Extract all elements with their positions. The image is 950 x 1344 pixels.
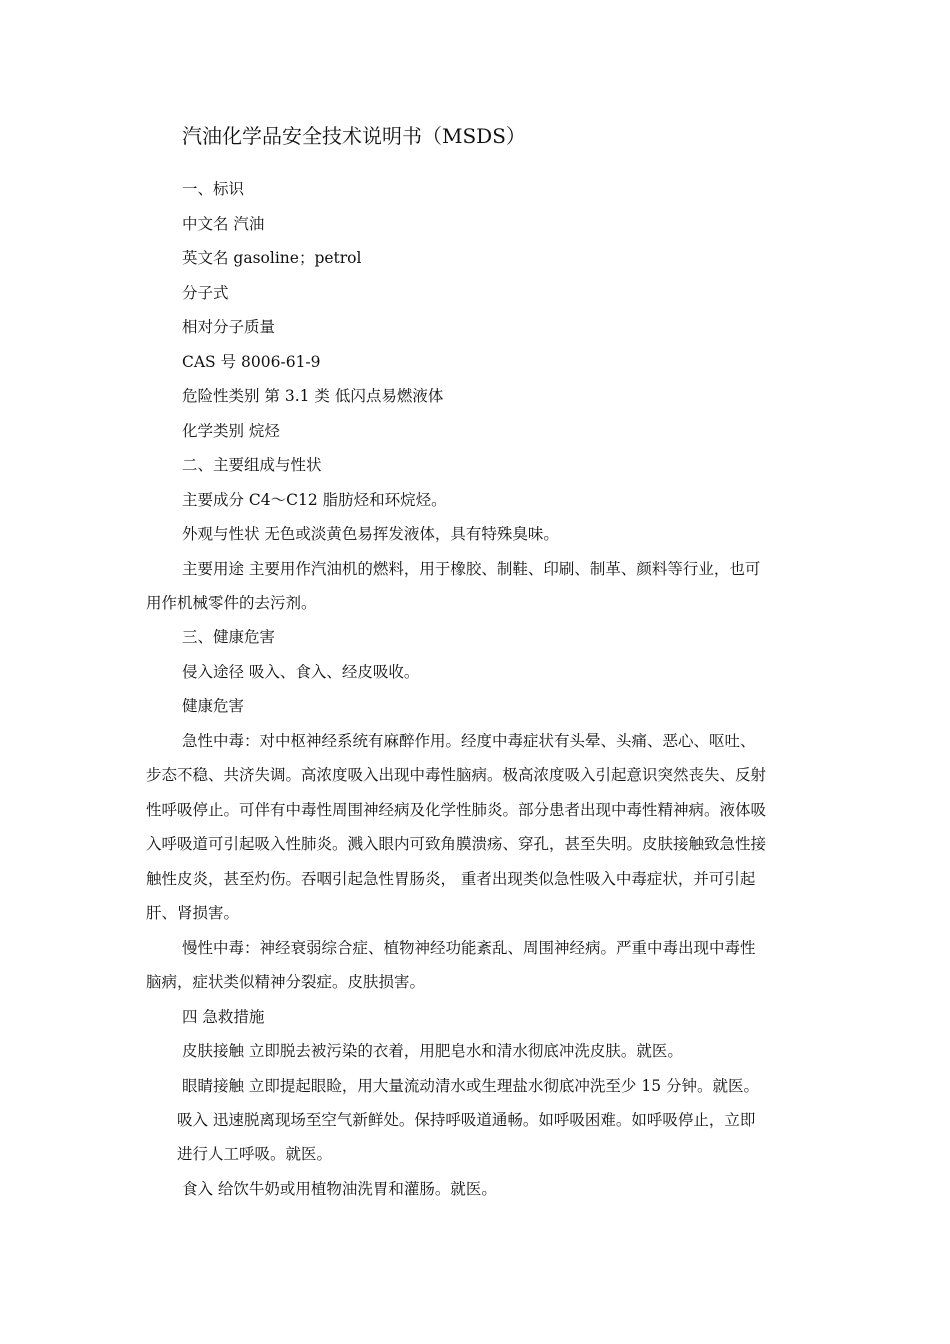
uses-line-2: 用作机械零件的去污剂。 <box>146 594 317 612</box>
skin-contact-line: 皮肤接触 立即脱去被污染的衣着，用肥皂水和清水彻底冲洗皮肤。就医。 <box>182 1042 683 1060</box>
cas-number-line: CAS 号 8006-61-9 <box>182 353 321 371</box>
chronic-line-2: 脑病，症状类似精神分裂症。皮肤损害。 <box>146 973 426 991</box>
appearance-line: 外观与性状 无色或淡黄色易挥发液体，具有特殊臭味。 <box>182 525 559 543</box>
section-4-heading: 四 急救措施 <box>182 1008 265 1026</box>
main-components-line: 主要成分 C4～C12 脂肪烃和环烷烃。 <box>182 491 447 509</box>
eye-contact-line: 眼睛接触 立即提起眼睑，用大量流动清水或生理盐水彻底冲洗至少 15 分钟。就医。 <box>182 1077 760 1095</box>
acute-line-2: 步态不稳、共济失调。高浓度吸入出现中毒性脑病。极高浓度吸入引起意识突然丧失、反射 <box>146 766 767 784</box>
inhalation-line-1: 吸入 迅速脱离现场至空气新鲜处。保持呼吸道通畅。如呼吸困难。如呼吸停止，立即 <box>177 1111 756 1129</box>
molecular-mass-line: 相对分子质量 <box>182 318 276 336</box>
english-name-line: 英文名 gasoline；petrol <box>182 249 362 267</box>
section-1-heading: 一、标识 <box>182 180 245 198</box>
hazard-class-line: 危险性类别 第 3.1 类 低闪点易燃液体 <box>182 387 444 405</box>
acute-line-6: 肝、肾损害。 <box>146 904 240 922</box>
document-title: 汽油化学品安全技术说明书（MSDS） <box>182 124 526 148</box>
section-3-heading: 三、健康危害 <box>182 628 276 646</box>
inhalation-line-2: 进行人工呼吸。就医。 <box>177 1145 333 1163</box>
health-hazard-label: 健康危害 <box>182 697 245 715</box>
acute-line-5: 触性皮炎，甚至灼伤。吞咽引起急性胃肠炎， 重者出现类似急性吸入中毒症状，并可引起 <box>146 870 756 888</box>
acute-line-1: 急性中毒：对中枢神经系统有麻醉作用。经度中毒症状有头晕、头痛、恶心、呕吐、 <box>182 732 756 750</box>
chemical-class-line: 化学类别 烷烃 <box>182 422 280 440</box>
acute-line-3: 性呼吸停止。可伴有中毒性周围神经病及化学性肺炎。部分患者出现中毒性精神病。液体吸 <box>146 801 767 819</box>
route-line: 侵入途径 吸入、食入、经皮吸收。 <box>182 663 420 681</box>
uses-line-1: 主要用途 主要用作汽油机的燃料，用于橡胶、制鞋、印刷、制革、颜料等行业，也可 <box>182 560 761 578</box>
chinese-name-line: 中文名 汽油 <box>182 215 265 233</box>
ingestion-line: 食入 给饮牛奶或用植物油洗胃和灌肠。就医。 <box>182 1180 497 1198</box>
section-2-heading: 二、主要组成与性状 <box>182 456 322 474</box>
acute-line-4: 入呼吸道可引起吸入性肺炎。溅入眼内可致角膜溃疡、穿孔，甚至失明。皮肤接触致急性接 <box>146 835 767 853</box>
formula-line: 分子式 <box>182 284 229 302</box>
chronic-line-1: 慢性中毒：神经衰弱综合症、植物神经功能紊乱、周围神经病。严重中毒出现中毒性 <box>182 939 756 957</box>
